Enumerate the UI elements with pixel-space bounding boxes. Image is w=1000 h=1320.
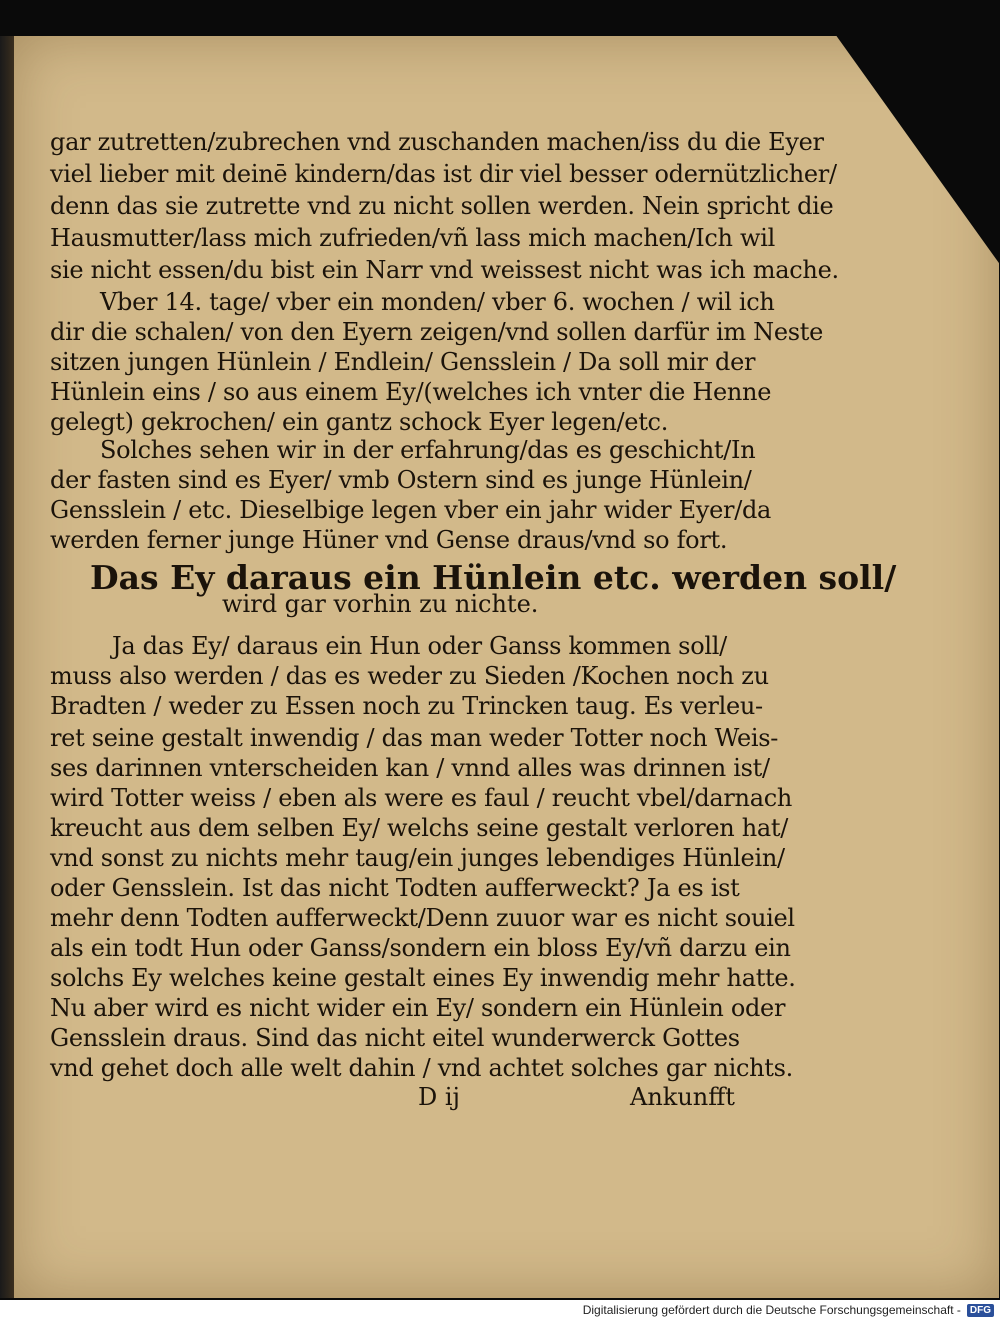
text-line: Nu aber wird es nicht wider ein Ey/ sondern ein Hünlein oder xyxy=(50,994,786,1022)
text-line: muss also werden / das es weder zu Sieden /Kochen noch zu xyxy=(50,662,769,690)
text-line: oder Gensslein. Ist das nicht Todten aufferweckt? Ja es ist xyxy=(50,874,740,902)
text-line: viel lieber mit deinē kindern/das ist dir viel besser odernützlicher/ xyxy=(50,160,837,188)
text-line: als ein todt Hun oder Ganss/sondern ein bloss Ey/vñ darzu ein xyxy=(50,934,791,962)
text-line: sitzen jungen Hünlein / Endlein/ Gensslein / Da soll mir der xyxy=(50,348,756,376)
text-line: gar zutretten/zubrechen vnd zuschanden machen/iss du die Eyer xyxy=(50,128,824,156)
text-line: Vber 14. tage/ vber ein monden/ vber 6. wochen / wil ich xyxy=(100,288,775,316)
text-line: Bradten / weder zu Essen noch zu Trincken taug. Es verleu- xyxy=(50,692,763,720)
text-line: Hünlein eins / so aus einem Ey/(welches ich vnter die Henne xyxy=(50,378,772,406)
credit-bar xyxy=(0,1300,1000,1320)
text-line: kreucht aus dem selben Ey/ welchs seine gestalt verloren hat/ xyxy=(50,814,789,842)
text-line: Solches sehen wir in der erfahrung/das es geschicht/In xyxy=(100,436,756,464)
text-line: werden ferner junge Hüner vnd Gense draus/vnd so fort. xyxy=(50,526,728,554)
book-spine-edge xyxy=(0,36,14,1298)
text-line: vnd gehet doch alle welt dahin / vnd achtet solches gar nichts. xyxy=(50,1054,793,1082)
text-line: ses darinnen vnterscheiden kan / vnnd alles was drinnen ist/ xyxy=(50,754,770,782)
text-line: ret seine gestalt inwendig / das man weder Totter noch Weis- xyxy=(50,724,779,752)
text-line: solchs Ey welches keine gestalt eines Ey inwendig mehr hatte. xyxy=(50,964,796,992)
text-line: sie nicht essen/du bist ein Narr vnd weissest nicht was ich mache. xyxy=(50,256,839,284)
text-line: denn das sie zutrette vnd zu nicht sollen werden. Nein spricht die xyxy=(50,192,834,220)
section-subheading: wird gar vorhin zu nichte. xyxy=(222,590,539,618)
text-line: Hausmutter/lass mich zufrieden/vñ lass mich machen/Ich wil xyxy=(50,224,775,252)
text-line: Ja das Ey/ daraus ein Hun oder Ganss kommen soll/ xyxy=(112,632,727,660)
text-line: Gensslein / etc. Dieselbige legen vber ein jahr wider Eyer/da xyxy=(50,496,772,524)
text-line: Gensslein draus. Sind das nicht eitel wunderwerck Gottes xyxy=(50,1024,740,1052)
catchword: Ankunfft xyxy=(630,1083,735,1111)
signature-mark: D ij xyxy=(418,1083,460,1111)
text-line: vnd sonst zu nichts mehr taug/ein junges lebendiges Hünlein/ xyxy=(50,844,785,872)
text-line: mehr denn Todten aufferweckt/Denn zuuor war es nicht souiel xyxy=(50,904,795,932)
text-line: der fasten sind es Eyer/ vmb Ostern sind es junge Hünlein/ xyxy=(50,466,752,494)
dfg-logo: DFG xyxy=(967,1304,994,1317)
section-heading: Das Ey daraus ein Hünlein etc. werden soll/ xyxy=(90,558,897,597)
text-line: gelegt) gekrochen/ ein gantz schock Eyer legen/etc. xyxy=(50,408,669,436)
text-line: dir die schalen/ von den Eyern zeigen/vnd sollen darfür im Neste xyxy=(50,318,824,346)
credit-text: Digitalisierung gefördert durch die Deutsche Forschungsgemeinschaft - xyxy=(582,1303,961,1317)
text-line: wird Totter weiss / eben als were es faul / reucht vbel/darnach xyxy=(50,784,793,812)
